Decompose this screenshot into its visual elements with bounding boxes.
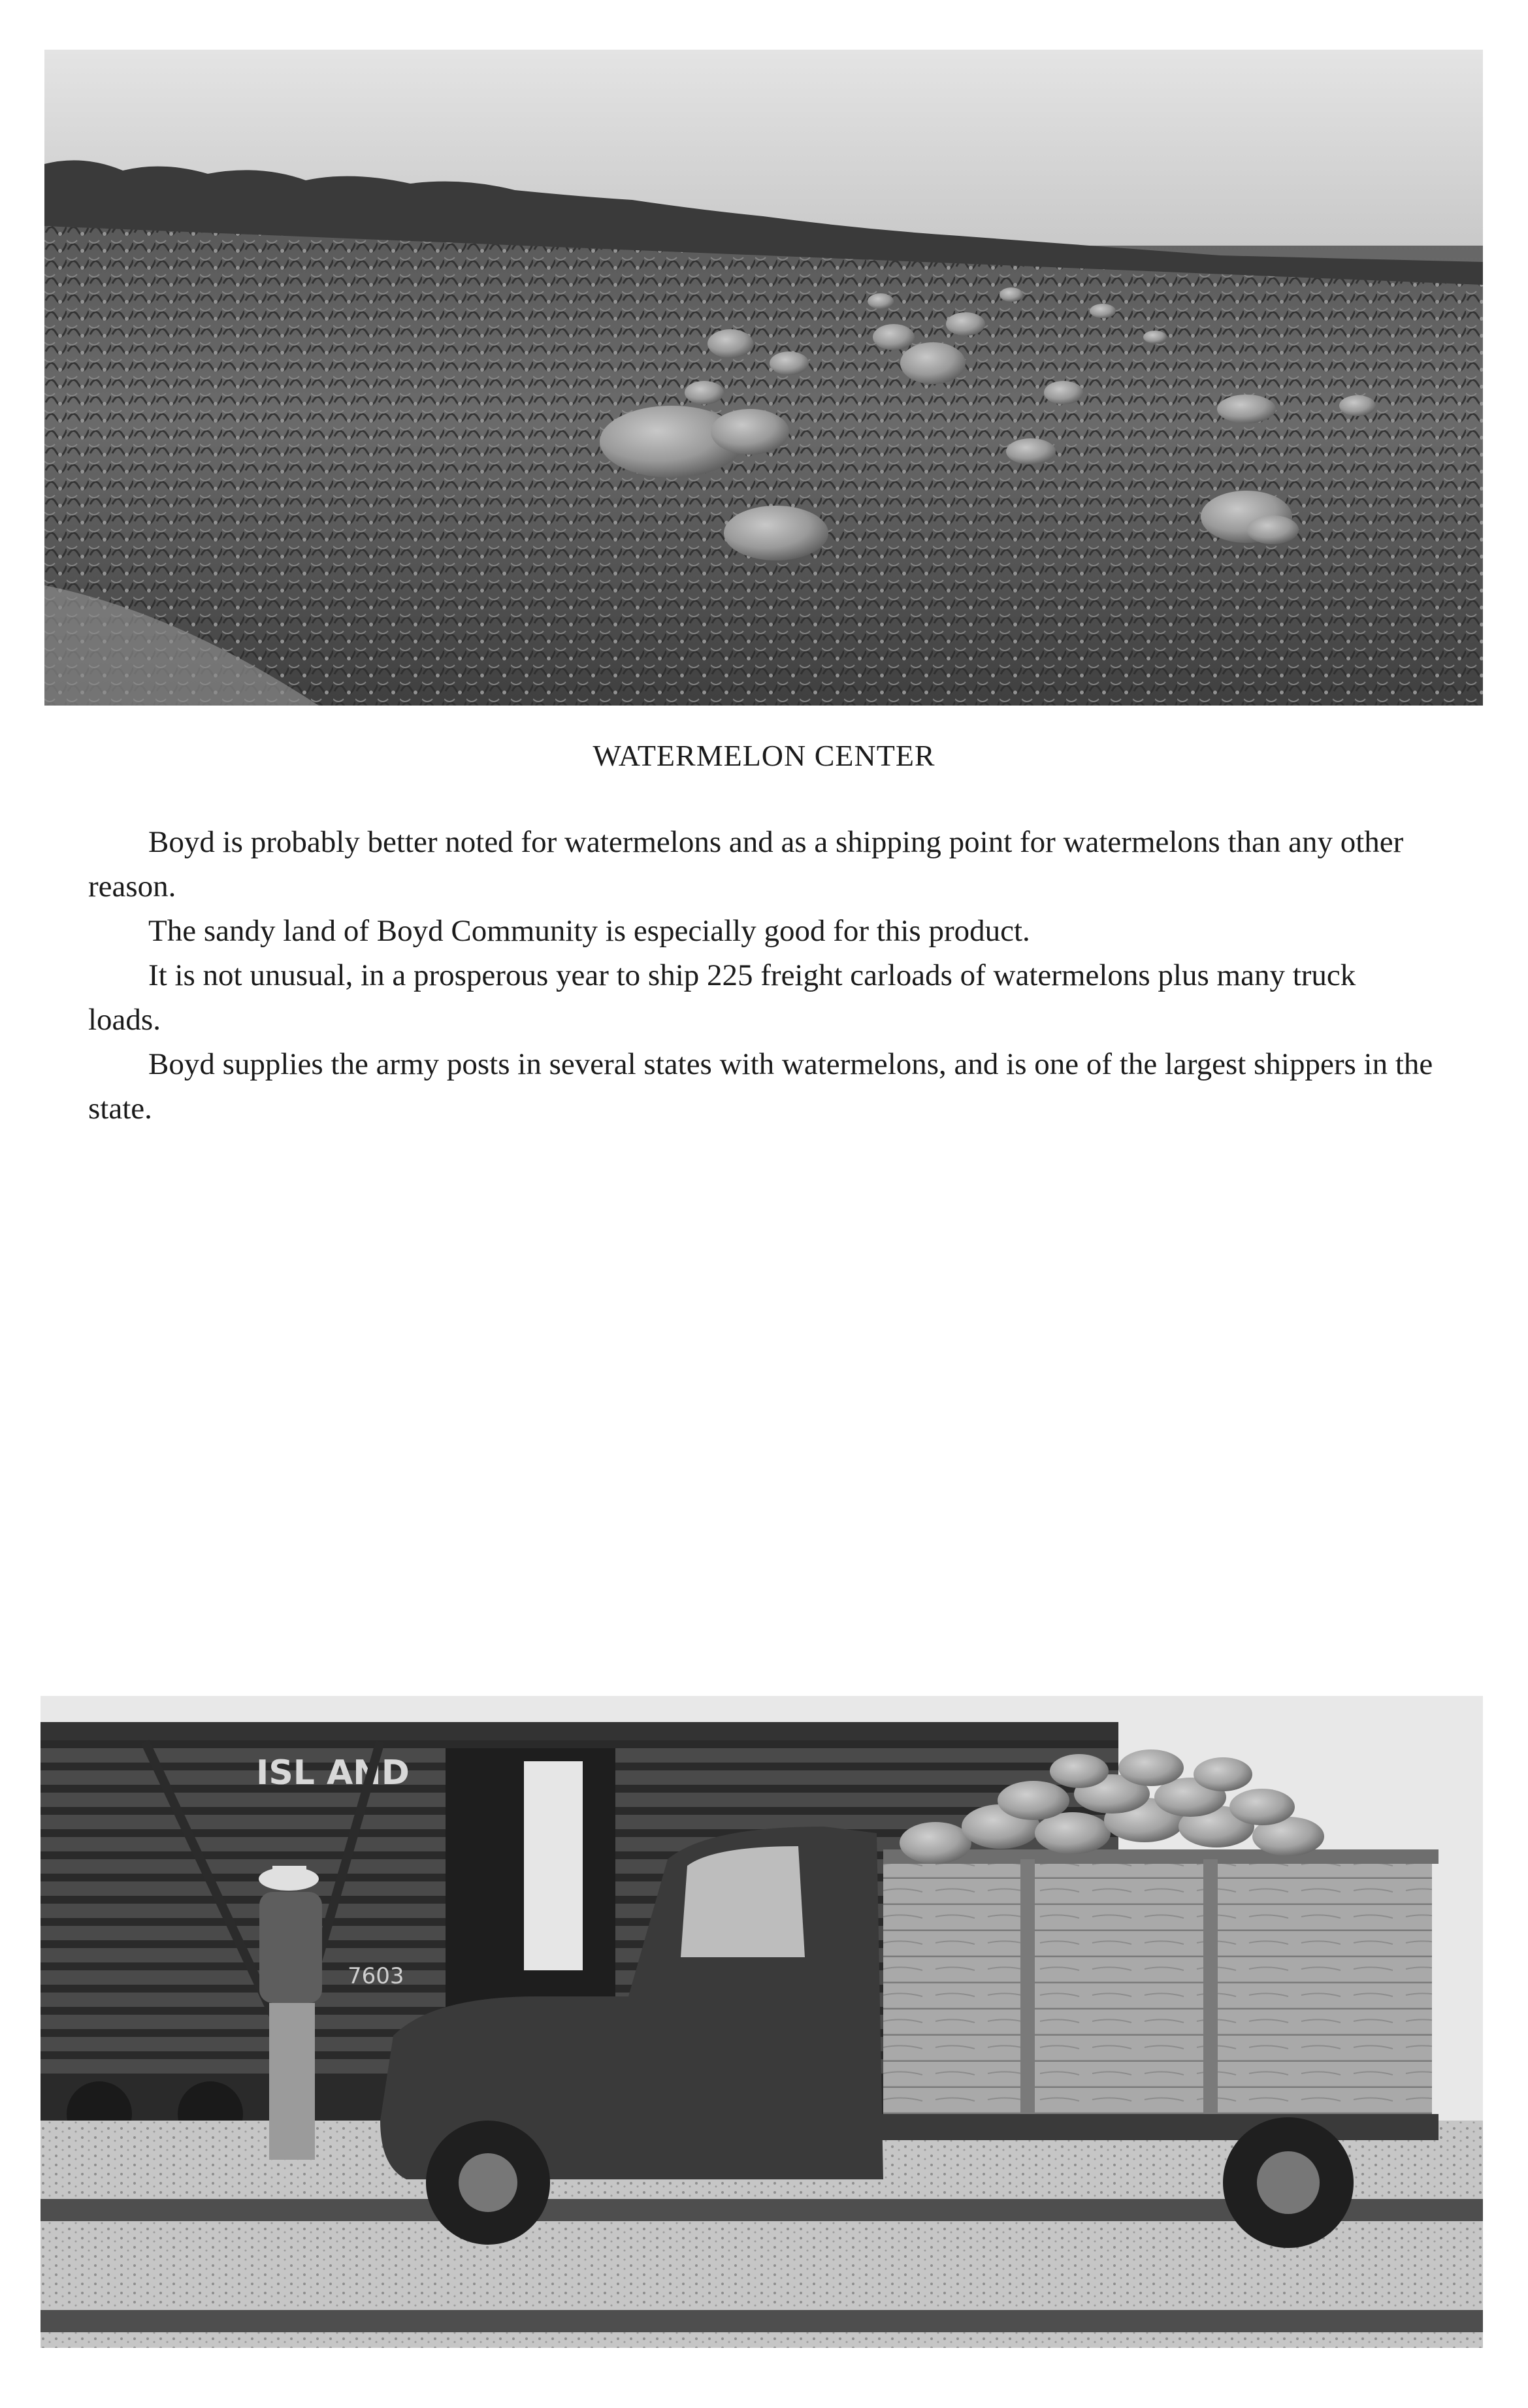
watermelon-field-photo	[44, 50, 1483, 706]
watermelon-field-image	[44, 50, 1483, 706]
article-body	[88, 820, 1434, 1131]
boxcar-number-lettering: 7603	[348, 1963, 404, 1989]
boxcar-name-lettering: ISL AND	[256, 1753, 410, 1793]
watermelon-truck-photo	[41, 1696, 1483, 2348]
paragraph-4: Boyd supplies the army posts in several states with watermelons, and is one of the largest shippers in the state.	[88, 1047, 1433, 1126]
paragraph-1: Boyd is probably better noted for watermelons and as a shipping point for watermelons than any other reason.	[88, 825, 1404, 903]
paragraph-3: It is not unusual, in a prosperous year to ship 225 freight carloads of watermelons plus many truck loads.	[88, 958, 1356, 1037]
paragraph-2: The sandy land of Boyd Community is especially good for this product.	[148, 914, 1030, 948]
watermelon-truck-image	[41, 1696, 1483, 2348]
photo-caption: WATERMELON CENTER	[593, 739, 935, 772]
